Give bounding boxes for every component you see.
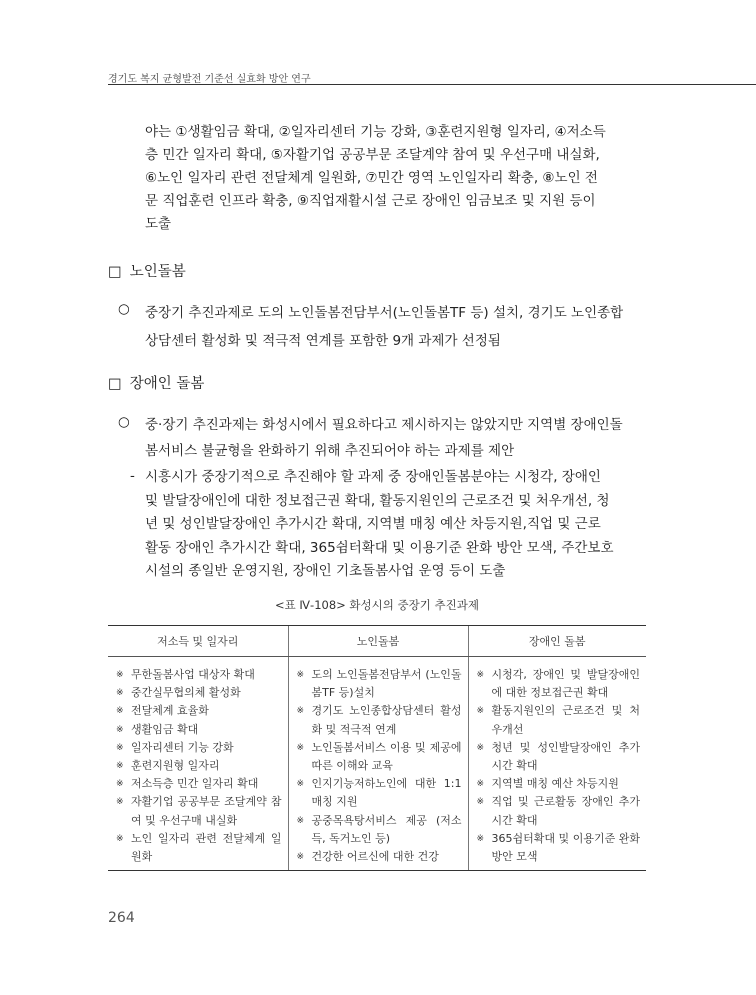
list-item: ※ 일자리센터 기능 강화 (116, 739, 282, 757)
table-cell-income-jobs (108, 657, 288, 871)
disability-care-detail (145, 466, 655, 584)
list-item: ※ 활동지원인의 근로조건 및 처우개선 (477, 702, 641, 738)
intro-line: 야는 ①생활임금 확대, ②일자리센터 기능 강화, ③훈련지원형 일자리, ④저소득 (145, 124, 606, 140)
column-header: 저소득 및 일자리 (108, 626, 288, 657)
section-marker: □ (108, 376, 122, 392)
list-item: ※ 저소득층 민간 일자리 확대 (116, 775, 282, 793)
bullet-marker: ○ (118, 301, 130, 317)
detail-line: 및 발달장애인에 대한 정보접근권 확대, 활동지원인의 근로조건 및 처우개선, 청 (145, 492, 610, 509)
list-item: ※ 자활기업 공공부문 조달계약 참여 및 우선구매 내실화 (116, 793, 282, 829)
list-item: ※ 도의 노인돌봄전담부서 (노인돌봄TF 등)설치 (297, 666, 462, 702)
list-item: ※ 경기도 노인종합상담센터 활성화 및 적극적 연계 (297, 702, 462, 738)
table-header-row (108, 626, 646, 657)
disability-care-bullet (145, 412, 655, 464)
list-item: ※ 전달체계 효율화 (116, 702, 282, 720)
list-item: ※ 훈련지원형 일자리 (116, 757, 282, 775)
list-item: ※ 인지기능저하노인에 대한 1:1매칭 지원 (297, 775, 462, 811)
list-item: ※ 청년 및 성인발달장애인 추가시간 확대 (477, 739, 641, 775)
intro-line: 문 직업훈련 인프라 확충, ⑨직업재활시설 근로 장애인 임금보조 및 지원 등이 (145, 193, 596, 209)
detail-line: 활동 장애인 추가시간 확대, 365쉼터확대 및 이용기준 완화 방안 모색, 주간보호 (145, 539, 614, 556)
list-item: ※ 건강한 어르신에 대한 건강 (297, 848, 462, 866)
table-caption: <표 Ⅳ-108> 화성시의 중장기 추진과제 (275, 598, 479, 612)
detail-line: 년 및 성인발달장애인 추가시간 확대, 지역별 매칭 예산 차등지원,직업 및 근로 (145, 516, 601, 532)
elderly-care-bullet (145, 299, 655, 355)
list-item: ※ 노인돌봄서비스 이용 및 제공에 따른 이해와 교육 (297, 739, 462, 775)
intro-line: ⑥노인 일자리 관련 전달체계 일원화, ⑦민간 영역 노인일자리 확충, ⑧노인 전 (145, 170, 598, 186)
list-item: ※ 시청각, 장애인 및 발달장애인에 대한 정보접근권 확대 (477, 666, 641, 702)
section-title: 노인돌봄 (129, 264, 186, 280)
section-heading-disability-care (108, 372, 204, 393)
header-divider (108, 84, 756, 85)
detail-line: 시설의 종일반 운영지원, 장애인 기초돌봄사업 운영 등이 도출 (145, 563, 506, 579)
column-header: 장애인 돌봄 (468, 626, 646, 657)
list-item: ※ 무한돌봄사업 대상자 확대 (116, 666, 282, 684)
column-header: 노인돌봄 (288, 626, 468, 657)
list-item: ※ 지역별 매칭 예산 차등지원 (477, 775, 641, 793)
bullet-line: 상담센터 활성화 및 적극적 연계를 포함한 9개 과제가 선정됨 (145, 333, 501, 349)
table-cell-elderly-care (288, 657, 468, 871)
intro-line: 도출 (145, 216, 172, 232)
list-item: ※ 노인 일자리 관련 전달체계 일원화 (116, 830, 282, 866)
section-title: 장애인 돌봄 (129, 376, 205, 392)
list-item: ※ 중간실무협의체 활성화 (116, 684, 282, 702)
page-number: 264 (108, 910, 135, 926)
table-cell-disability-care (468, 657, 646, 871)
list-item: ※ 365쉼터확대 및 이용기준 완화 방안 모색 (477, 830, 641, 866)
list-item: ※ 생활임금 확대 (116, 721, 282, 739)
bullet-line: 중·장기 추진과제는 화성시에서 필요하다고 제시하지는 않았지만 지역별 장애인돌 (145, 417, 623, 433)
dash-marker: - (130, 468, 135, 484)
running-header: 경기도 복지 균형발전 기준선 실효화 방안 연구 (108, 74, 311, 85)
bullet-marker: ○ (118, 414, 130, 430)
list-item: ※ 공중목욕탕서비스 제공 (저소득, 독거노인 등) (297, 812, 462, 848)
detail-line: 시흥시가 중장기적으로 추진해야 할 과제 중 장애인돌봄분야는 시청각, 장애인 (145, 469, 601, 485)
bullet-line: 봄서비스 불균형을 완화하기 위해 추진되어야 하는 과제를 제안 (145, 443, 515, 459)
section-marker: □ (108, 264, 122, 280)
task-table (108, 625, 646, 871)
table-row (108, 657, 646, 871)
bullet-line: 중장기 추진과제로 도의 노인돌봄전담부서(노인돌봄TF 등) 설치, 경기도 노인종합 (145, 305, 624, 321)
list-item: ※ 직업 및 근로활동 장애인 추가시간 확대 (477, 793, 641, 829)
section-heading-elderly-care (108, 260, 186, 281)
intro-line: 층 민간 일자리 확대, ⑤자활기업 공공부문 조달계약 참여 및 우선구매 내실화, (145, 147, 600, 163)
intro-paragraph (145, 121, 649, 236)
